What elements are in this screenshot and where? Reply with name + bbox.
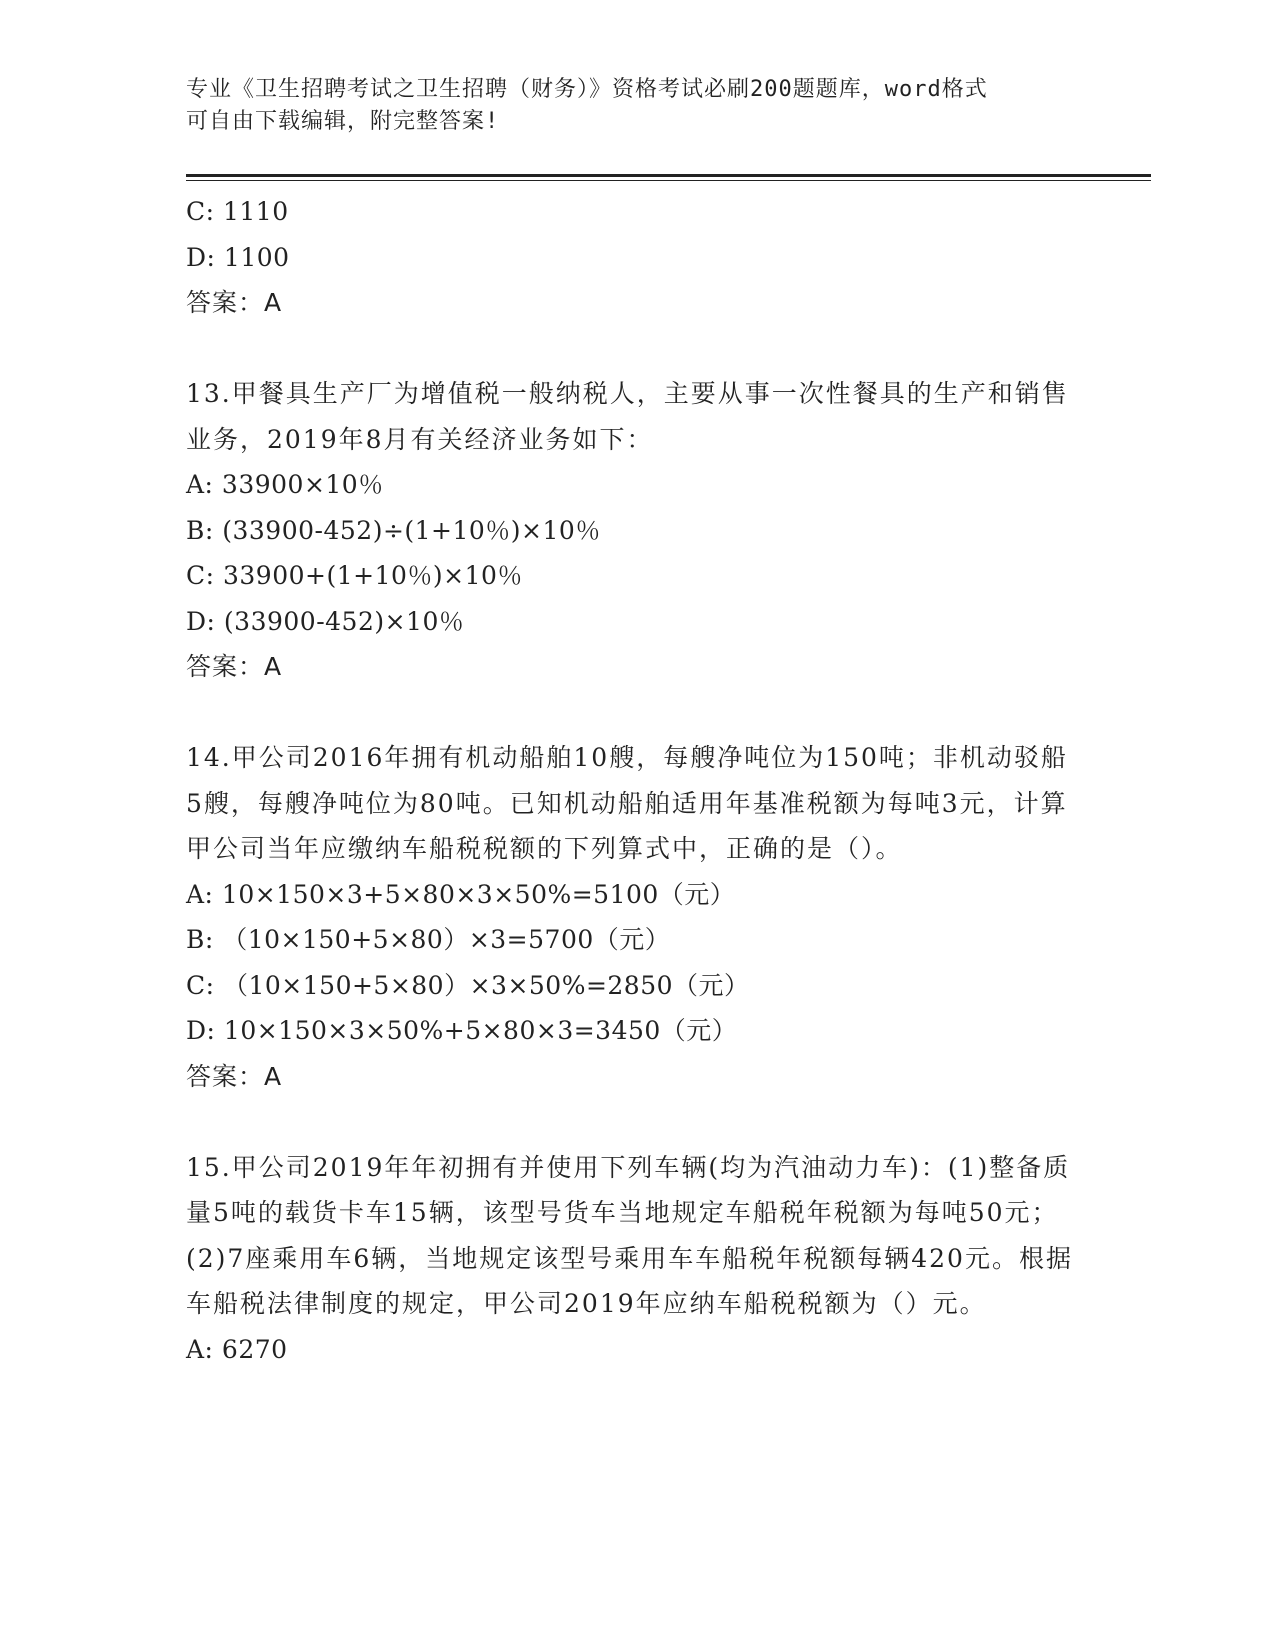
question-13	[186, 371, 1086, 690]
option-b: B: (33900-452)÷(1+10％)×10％	[186, 515, 601, 545]
question-text: 15.甲公司2019年年初拥有并使用下列车辆(均为汽油动力车)：(1)整备质量5吨的载货卡车15辆，该型号货车当地规定车船税年税额为每吨50元；(2)7座乘用车6辆，当地规定该型号乘用车车船税年税额每辆420元。根据车船税法律制度的规定，甲公司2019年应纳车船税税额为（）元。	[186, 1152, 1073, 1318]
header-divider-thick	[186, 174, 1151, 177]
option-d: D: 10×150×3×50%+5×80×3=3450（元）	[186, 1016, 738, 1045]
option-a: A: 6270	[186, 1334, 288, 1364]
question-text: 13.甲餐具生产厂为增值税一般纳税人，主要从事一次性餐具的生产和销售业务，2019年8月有关经济业务如下：	[186, 379, 1069, 454]
option-c: C: 33900+(1+10％)×10％	[186, 561, 523, 590]
option-d: D: (33900-452)×10％	[186, 606, 465, 636]
option-b: B: （10×150+5×80）×3=5700（元）	[186, 925, 671, 954]
question-content	[186, 189, 1086, 1372]
option-d: D: 1100	[186, 242, 290, 272]
question-14	[186, 735, 1086, 1099]
option-c: C: （10×150+5×80）×3×50%=2850（元）	[186, 970, 750, 1000]
answer-line: 答案：A	[186, 652, 283, 681]
document-header	[186, 74, 1066, 138]
question-15	[186, 1145, 1086, 1373]
header-divider-thin	[186, 180, 1151, 181]
option-c: C: 1110	[186, 197, 289, 226]
question-text: 14.甲公司2016年拥有机动船舶10艘，每艘净吨位为150吨；非机动驳船5艘，每艘净吨位为80吨。已知机动船舶适用年基准税额为每吨3元，计算甲公司当年应缴纳车船税税额的下列算式中，正确的是（）。	[186, 743, 1068, 863]
answer-line: 答案：A	[186, 288, 283, 317]
header-line-1: 专业《卫生招聘考试之卫生招聘（财务）》资格考试必刷200题题库，word格式	[186, 77, 988, 102]
option-a: A: 33900×10％	[186, 470, 384, 499]
prev-question-block	[186, 189, 1086, 326]
option-a: A: 10×150×3+5×80×3×50%=5100（元）	[186, 879, 736, 909]
header-line-2: 可自由下载编辑，附完整答案!	[186, 109, 500, 134]
answer-line: 答案：A	[186, 1061, 283, 1091]
